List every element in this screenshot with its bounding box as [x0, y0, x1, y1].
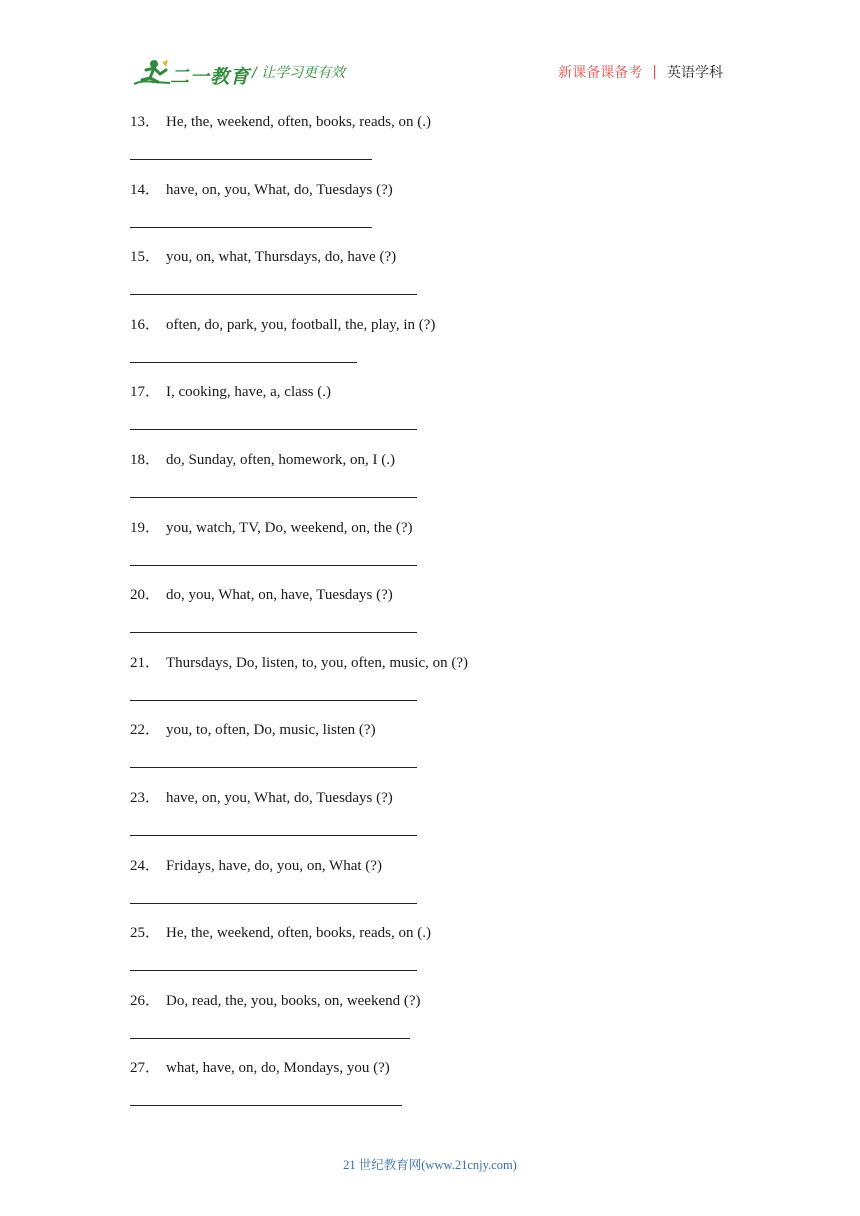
question-number: 21．	[130, 654, 161, 671]
answer-blank-line[interactable]	[130, 429, 417, 430]
question-item	[130, 991, 750, 1059]
answer-blank-line[interactable]	[130, 497, 417, 498]
question-words: often, do, park, you, football, the, play, in (?)	[166, 316, 436, 333]
question-text	[130, 991, 421, 1011]
question-item	[130, 180, 750, 248]
question-number: 15．	[130, 249, 161, 266]
question-number: 14．	[130, 181, 161, 198]
question-text	[130, 856, 382, 876]
question-item	[130, 856, 750, 924]
question-text	[130, 788, 393, 808]
answer-blank-line[interactable]	[130, 835, 417, 836]
question-item	[130, 247, 750, 315]
question-item	[130, 788, 750, 856]
answer-blank-line[interactable]	[130, 970, 417, 971]
question-words: what, have, on, do, Mondays, you (?)	[166, 1060, 390, 1077]
question-number: 24．	[130, 857, 161, 874]
question-item	[130, 518, 750, 586]
question-text	[130, 653, 468, 673]
question-text	[130, 180, 393, 200]
question-item	[130, 585, 750, 653]
question-text	[130, 720, 376, 740]
question-words: do, you, What, on, have, Tuesdays (?)	[166, 587, 393, 604]
question-item	[130, 315, 750, 383]
question-text	[130, 923, 431, 943]
question-text	[130, 585, 393, 605]
question-number: 25．	[130, 925, 161, 942]
question-number: 26．	[130, 992, 161, 1009]
question-item	[130, 720, 750, 788]
answer-blank-line[interactable]	[130, 159, 372, 160]
question-text	[130, 518, 412, 538]
question-number: 23．	[130, 789, 161, 806]
answer-blank-line[interactable]	[130, 227, 372, 228]
question-number: 17．	[130, 384, 161, 401]
question-words: you, to, often, Do, music, listen (?)	[166, 722, 376, 739]
question-number: 18．	[130, 451, 161, 468]
header-separator: |	[652, 64, 657, 80]
answer-blank-line[interactable]	[130, 362, 357, 363]
page-header	[0, 0, 860, 100]
question-text	[130, 1058, 390, 1078]
answer-blank-line[interactable]	[130, 767, 417, 768]
question-list	[130, 112, 750, 1126]
question-item	[130, 382, 750, 450]
question-number: 20．	[130, 587, 161, 604]
question-number: 19．	[130, 519, 161, 536]
question-text	[130, 247, 396, 267]
answer-blank-line[interactable]	[130, 1105, 402, 1106]
question-item	[130, 450, 750, 518]
header-course-label: 新课备课备考	[558, 65, 643, 81]
question-text	[130, 315, 435, 335]
question-words: He, the, weekend, often, books, reads, on (.)	[166, 925, 431, 942]
answer-blank-line[interactable]	[130, 1038, 410, 1039]
header-subject	[558, 62, 723, 82]
question-words: He, the, weekend, often, books, reads, on (.)	[166, 114, 431, 130]
question-item	[130, 1058, 750, 1126]
answer-blank-line[interactable]	[130, 632, 417, 633]
question-item	[130, 923, 750, 991]
answer-blank-line[interactable]	[130, 903, 417, 904]
question-words: you, on, what, Thursdays, do, have (?)	[166, 249, 397, 266]
question-words: Fridays, have, do, you, on, What (?)	[166, 857, 382, 874]
question-item	[130, 112, 750, 180]
question-words: Thursdays, Do, listen, to, you, often, music, on (?)	[166, 654, 469, 671]
question-item	[130, 653, 750, 721]
question-words: do, Sunday, often, homework, on, I (.)	[166, 451, 395, 468]
question-text	[130, 382, 331, 402]
question-words: I, cooking, have, a, class (.)	[166, 384, 331, 401]
question-number: 27．	[130, 1060, 161, 1077]
answer-blank-line[interactable]	[130, 565, 417, 566]
question-words: have, on, you, What, do, Tuesdays (?)	[166, 789, 393, 806]
question-text	[130, 112, 431, 132]
question-number: 16．	[130, 316, 161, 333]
question-number: 13．	[130, 114, 161, 130]
question-text	[130, 450, 395, 470]
question-number: 22．	[130, 722, 161, 739]
slogan: / 让学习更有效	[252, 65, 346, 81]
header-subject-label: 英语学科	[667, 65, 723, 81]
question-words: Do, read, the, you, books, on, weekend (?)	[166, 992, 421, 1009]
answer-blank-line[interactable]	[130, 700, 417, 701]
question-words: have, on, you, What, do, Tuesdays (?)	[166, 181, 393, 198]
question-words: you, watch, TV, Do, weekend, on, the (?)	[166, 519, 413, 536]
page-footer: 21 世纪教育网(www.21cnjy.com)	[343, 1158, 517, 1172]
answer-blank-line[interactable]	[130, 294, 417, 295]
logo-text: 二一教育	[170, 66, 251, 88]
